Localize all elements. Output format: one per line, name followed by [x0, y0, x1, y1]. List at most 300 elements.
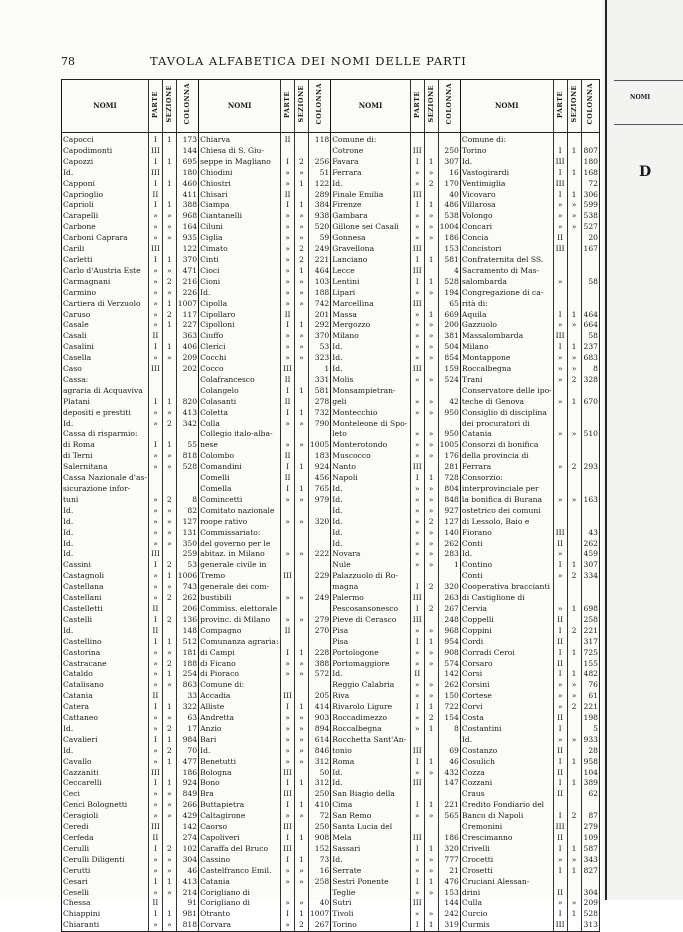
cell-parte: »: [148, 811, 162, 822]
cell-sezione: [424, 419, 438, 430]
cell-name: geli: [331, 397, 411, 408]
page-title: TAVOLA ALFABETICA DEI NOMI DELLE PARTI: [150, 54, 467, 68]
cell-sezione: »: [424, 768, 438, 779]
cell-sezione: [295, 397, 309, 408]
cell-colonna: 538: [438, 211, 460, 222]
cell-parte: I: [148, 702, 162, 713]
cell-parte: I: [553, 310, 567, 321]
cell-sezione: [567, 255, 581, 266]
cell-colonna: 587: [581, 844, 599, 855]
cell-parte: I: [553, 778, 567, 789]
cell-colonna: [581, 877, 599, 888]
cell-colonna: 186: [176, 768, 198, 779]
cell-colonna: 381: [438, 331, 460, 342]
cell-colonna: 180: [581, 157, 599, 168]
cell-name: Cerutti: [62, 866, 149, 877]
cell-parte: III: [553, 179, 567, 190]
cell-parte: »: [281, 898, 295, 909]
cell-name: Id.: [331, 539, 411, 550]
cell-colonna: 350: [176, 539, 198, 550]
cell-parte: III: [553, 157, 567, 168]
table-row: [62, 408, 600, 419]
cell-sezione: 1: [567, 168, 581, 179]
cell-colonna: 742: [308, 299, 330, 310]
cell-sezione: »: [295, 288, 309, 299]
cell-colonna: 42: [438, 397, 460, 408]
cell-parte: II: [281, 133, 295, 146]
cell-sezione: [567, 277, 581, 288]
cell-sezione: »: [162, 517, 176, 528]
cell-colonna: 8: [438, 724, 460, 735]
cell-name: Casali: [62, 331, 149, 342]
cell-parte: »: [410, 888, 424, 899]
cell-parte: [553, 451, 567, 462]
cell-sezione: 2: [162, 615, 176, 626]
cell-sezione: »: [162, 266, 176, 277]
table-row: [62, 190, 600, 201]
cell-colonna: 933: [581, 735, 599, 746]
cell-sezione: 1: [295, 484, 309, 495]
adjacent-page-stub: [602, 0, 683, 900]
cell-parte: II: [148, 190, 162, 201]
cell-name: Carmagnani: [62, 277, 149, 288]
cell-parte: »: [281, 713, 295, 724]
cell-name: Carili: [62, 244, 149, 255]
cell-sezione: [295, 789, 309, 800]
cell-sezione: 1: [424, 473, 438, 484]
cell-name: tuni: [62, 495, 149, 506]
cell-colonna: 342: [176, 419, 198, 430]
cell-sezione: [295, 506, 309, 517]
column-header-sezione: SEZIONE: [162, 80, 176, 133]
cell-colonna: 413: [176, 877, 198, 888]
cell-sezione: [295, 637, 309, 648]
cell-name: Comincetti: [199, 495, 281, 506]
cell-colonna: 170: [438, 179, 460, 190]
cell-name: Nule: [331, 560, 411, 571]
cell-colonna: [176, 386, 198, 397]
page-number: 78: [61, 55, 75, 68]
cell-parte: »: [553, 429, 567, 440]
cell-sezione: »: [295, 211, 309, 222]
table-row: [62, 691, 600, 702]
cell-name: Andretta: [199, 713, 281, 724]
cell-name: Tivoli: [331, 909, 411, 920]
cell-sezione: 1: [295, 408, 309, 419]
cell-colonna: 981: [176, 909, 198, 920]
cell-name: Id.: [62, 528, 149, 539]
cell-parte: »: [410, 517, 424, 528]
cell-colonna: 698: [581, 604, 599, 615]
cell-name: Castagnoli: [62, 571, 149, 582]
cell-colonna: 384: [308, 200, 330, 211]
cell-colonna: [438, 822, 460, 833]
cell-parte: III: [281, 768, 295, 779]
cell-sezione: [295, 364, 309, 375]
cell-sezione: [295, 680, 309, 691]
cell-parte: »: [281, 266, 295, 277]
cell-sezione: 1: [162, 909, 176, 920]
cell-parte: [148, 473, 162, 484]
cell-sezione: »: [424, 440, 438, 451]
cell-name: Carapelli: [62, 211, 149, 222]
cell-sezione: »: [295, 659, 309, 670]
cell-sezione: »: [162, 353, 176, 364]
cell-colonna: 258: [581, 615, 599, 626]
cell-sezione: 1: [295, 266, 309, 277]
cell-name: Id.: [62, 539, 149, 550]
table-row: [62, 462, 600, 473]
cell-parte: II: [553, 637, 567, 648]
cell-parte: »: [281, 746, 295, 757]
cell-parte: »: [281, 757, 295, 768]
cell-colonna: 406: [176, 342, 198, 353]
cell-colonna: 1006: [177, 571, 198, 581]
cell-sezione: [162, 822, 176, 833]
cell-colonna: 504: [438, 342, 460, 353]
cell-colonna: 249: [308, 593, 330, 604]
cell-sezione: [567, 539, 581, 550]
cell-name: Id.: [460, 735, 553, 746]
cell-colonna: 263: [438, 593, 460, 604]
cell-colonna: 304: [176, 855, 198, 866]
cell-parte: »: [148, 353, 162, 364]
cell-sezione: »: [424, 680, 438, 691]
column-header-parte: PARTE: [148, 80, 162, 133]
cell-sezione: [295, 691, 309, 702]
column-header-parte: PARTE: [410, 80, 424, 133]
cell-colonna: 144: [438, 898, 460, 909]
cell-parte: II: [553, 888, 567, 899]
cell-colonna: 173: [176, 133, 198, 146]
cell-parte: »: [553, 462, 567, 473]
cell-sezione: 1: [567, 866, 581, 877]
cell-sezione: 2: [162, 844, 176, 855]
cell-sezione: 1: [424, 844, 438, 855]
cell-colonna: 122: [308, 179, 330, 190]
cell-sezione: [567, 133, 581, 146]
cell-parte: »: [148, 582, 162, 593]
cell-name: Castelletti: [62, 604, 149, 615]
cell-name: depositi e prestiti: [62, 408, 149, 419]
cell-parte: I: [281, 855, 295, 866]
cell-colonna: 136: [176, 615, 198, 626]
cell-colonna: 262: [581, 539, 599, 550]
cell-sezione: [295, 310, 309, 321]
cell-colonna: 683: [581, 353, 599, 364]
column-header-sezione: SEZIONE: [295, 80, 309, 133]
cell-name: Coppini: [460, 626, 553, 637]
cell-colonna: [438, 571, 460, 582]
cell-parte: III: [148, 364, 162, 375]
cell-parte: »: [148, 211, 162, 222]
cell-name: Id.: [62, 746, 149, 757]
table-row: [62, 571, 600, 582]
cell-sezione: [567, 440, 581, 451]
cell-parte: »: [410, 375, 424, 386]
cell-name: Carlo d'Austria Este: [62, 266, 149, 277]
cell-name: Chiappini: [62, 909, 149, 920]
cell-sezione: [567, 244, 581, 255]
cell-sezione: [162, 898, 176, 909]
cell-colonna: 53: [176, 560, 198, 571]
cell-sezione: »: [424, 495, 438, 506]
cell-sezione: 2: [295, 157, 309, 168]
cell-sezione: [424, 898, 438, 909]
cell-sezione: 1: [567, 560, 581, 571]
cell-name: Curmis: [460, 920, 553, 931]
cell-sezione: 1: [162, 757, 176, 768]
cell-name: Bono: [199, 778, 281, 789]
cell-sezione: 2: [567, 702, 581, 713]
cell-sezione: 2: [567, 462, 581, 473]
cell-parte: I: [281, 462, 295, 473]
cell-colonna: 127: [176, 517, 198, 528]
cell-name: Chiarva: [199, 133, 281, 146]
cell-colonna: [176, 484, 198, 495]
cell-name: Ceci: [62, 789, 149, 800]
table-row: [62, 429, 600, 440]
cell-sezione: 2: [162, 277, 176, 288]
cell-colonna: 46: [176, 866, 198, 877]
cell-sezione: »: [295, 277, 309, 288]
cell-sezione: [424, 833, 438, 844]
cell-parte: »: [148, 320, 162, 331]
cell-name: seppe in Magliano: [199, 157, 281, 168]
cell-sezione: »: [162, 811, 176, 822]
cell-parte: »: [553, 702, 567, 713]
cell-colonna: 278: [308, 397, 330, 408]
cell-colonna: 16: [438, 168, 460, 179]
cell-name: Corvara: [199, 920, 281, 931]
cell-name: Costantini: [460, 724, 553, 735]
header-rule: [614, 124, 683, 125]
cell-sezione: 1: [162, 669, 176, 680]
cell-colonna: 181: [176, 648, 198, 659]
cell-colonna: 464: [308, 266, 330, 277]
cell-parte: III: [410, 244, 424, 255]
cell-colonna: 924: [176, 778, 198, 789]
cell-colonna: 482: [581, 669, 599, 680]
cell-parte: II: [553, 833, 567, 844]
stub-header: NOMI: [630, 94, 651, 101]
cell-parte: »: [410, 811, 424, 822]
cell-name: Id.: [331, 342, 411, 353]
cell-parte: »: [410, 691, 424, 702]
cell-parte: »: [410, 713, 424, 724]
cell-parte: I: [553, 146, 567, 157]
cell-parte: [281, 888, 295, 899]
cell-colonna: 250: [308, 822, 330, 833]
cell-colonna: [581, 517, 599, 528]
cell-sezione: »: [424, 528, 438, 539]
cell-colonna: 205: [308, 691, 330, 702]
cell-sezione: »: [295, 419, 309, 430]
cell-name: Cosulich: [460, 757, 553, 768]
cell-sezione: [424, 615, 438, 626]
cell-name: Id.: [62, 506, 149, 517]
cell-name: magna: [331, 582, 411, 593]
cell-colonna: [438, 133, 460, 146]
cell-colonna: 370: [308, 331, 330, 342]
cell-colonna: 73: [308, 855, 330, 866]
cell-sezione: 1: [424, 800, 438, 811]
cell-colonna: [308, 528, 330, 539]
cell-colonna: [581, 582, 599, 593]
cell-parte: »: [281, 353, 295, 364]
cell-sezione: [162, 473, 176, 484]
cell-parte: [553, 517, 567, 528]
cell-colonna: 510: [581, 429, 599, 440]
cell-parte: »: [410, 211, 424, 222]
table-row: [62, 211, 600, 222]
cell-name: Coletta: [199, 408, 281, 419]
cell-sezione: [162, 833, 176, 844]
column-header-nomi: NOMI: [199, 80, 281, 133]
cell-parte: I: [553, 757, 567, 768]
column-header-nomi: NOMI: [460, 80, 553, 133]
cell-colonna: 293: [581, 462, 599, 473]
cell-colonna: [581, 800, 599, 811]
cell-sezione: [567, 549, 581, 560]
cell-name: Trani: [460, 375, 553, 386]
cell-sezione: 1: [424, 724, 438, 735]
cell-sezione: [424, 133, 438, 146]
cell-name: Finale Emilia: [331, 190, 411, 201]
cell-parte: I: [281, 778, 295, 789]
cell-sezione: »: [424, 560, 438, 571]
cell-parte: II: [553, 615, 567, 626]
cell-parte: II: [553, 768, 567, 779]
cell-sezione: [424, 244, 438, 255]
cell-sezione: 1: [162, 133, 176, 146]
cell-name: Casella: [62, 353, 149, 364]
cell-name: Castellana: [62, 582, 149, 593]
cell-colonna: 46: [438, 757, 460, 768]
cell-name: Corsini: [460, 680, 553, 691]
cell-colonna: 82: [176, 506, 198, 517]
table-row: [62, 909, 600, 920]
cell-parte: »: [410, 549, 424, 560]
cell-name: Id.: [460, 549, 553, 560]
column-header-sezione: SEZIONE: [424, 80, 438, 133]
cell-colonna: 343: [581, 855, 599, 866]
cell-sezione: [295, 539, 309, 550]
cell-colonna: 250: [438, 146, 460, 157]
cell-parte: »: [281, 222, 295, 233]
cell-colonna: 968: [176, 211, 198, 222]
cell-name: Clerici: [199, 342, 281, 353]
cell-colonna: 322: [176, 702, 198, 713]
cell-parte: [410, 386, 424, 397]
cell-name: Cenci Bolognetti: [62, 800, 149, 811]
cell-name: Costa: [460, 713, 553, 724]
cell-colonna: 254: [176, 669, 198, 680]
cell-parte: [281, 582, 295, 593]
cell-parte: I: [410, 844, 424, 855]
cell-colonna: 153: [438, 244, 460, 255]
cell-parte: II: [281, 310, 295, 321]
cell-parte: I: [148, 157, 162, 168]
cell-name: Ciglia: [199, 233, 281, 244]
cell-colonna: 528: [581, 909, 599, 920]
cell-name: Chiaranti: [62, 920, 149, 931]
cell-colonna: 669: [438, 310, 460, 321]
cell-name: generale civile in: [199, 560, 281, 571]
cell-sezione: [424, 789, 438, 800]
table-row: [62, 473, 600, 484]
cell-parte: I: [553, 724, 567, 735]
cell-name: Cassa:: [62, 375, 149, 386]
cell-colonna: 331: [308, 375, 330, 386]
cell-parte: »: [410, 484, 424, 495]
cell-sezione: [567, 451, 581, 462]
cell-colonna: 154: [438, 713, 460, 724]
cell-colonna: 216: [176, 277, 198, 288]
cell-sezione: [424, 735, 438, 746]
cell-parte: »: [281, 593, 295, 604]
table-row: [62, 615, 600, 626]
cell-colonna: 950: [438, 429, 460, 440]
cell-parte: »: [148, 593, 162, 604]
cell-parte: »: [410, 353, 424, 364]
cell-parte: III: [281, 691, 295, 702]
cell-parte: »: [410, 320, 424, 331]
cell-sezione: »: [424, 866, 438, 877]
cell-name: di Lessolo, Baio e: [460, 517, 553, 528]
page-fold-edge: [605, 0, 607, 900]
cell-sezione: »: [567, 691, 581, 702]
cell-colonna: [581, 299, 599, 310]
cell-parte: »: [553, 691, 567, 702]
section-letter: D: [639, 164, 652, 180]
cell-sezione: 1: [567, 909, 581, 920]
cell-sezione: 2: [162, 746, 176, 757]
cell-parte: »: [148, 888, 162, 899]
cell-name: Consorzio:: [460, 473, 553, 484]
cell-name: Ceccarelli: [62, 778, 149, 789]
cell-sezione: [162, 331, 176, 342]
cell-sezione: »: [567, 735, 581, 746]
cell-parte: I: [553, 909, 567, 920]
cell-name: Cortese: [460, 691, 553, 702]
cell-colonna: 51: [308, 168, 330, 179]
cell-colonna: 72: [308, 811, 330, 822]
cell-name: Lentini: [331, 277, 411, 288]
cell-colonna: [308, 539, 330, 550]
cell-name: Cioni: [199, 277, 281, 288]
cell-parte: I: [148, 133, 162, 146]
cell-name: Gillone sei Casali: [331, 222, 411, 233]
cell-sezione: 1: [162, 179, 176, 190]
cell-parte: I: [148, 342, 162, 353]
cell-parte: II: [281, 190, 295, 201]
cell-name: Cruciani Alessan-: [460, 877, 553, 888]
cell-sezione: »: [424, 408, 438, 419]
cell-parte: »: [148, 539, 162, 550]
cell-parte: »: [553, 549, 567, 560]
cell-parte: [410, 822, 424, 833]
cell-parte: II: [410, 669, 424, 680]
table-row: [62, 844, 600, 855]
cell-colonna: 200: [438, 320, 460, 331]
cell-colonna: [581, 440, 599, 451]
cell-name: Cordi: [460, 637, 553, 648]
table-row: [62, 593, 600, 604]
cell-colonna: 456: [308, 473, 330, 484]
cell-name: Roccalbegna: [331, 724, 411, 735]
cell-colonna: 950: [438, 408, 460, 419]
